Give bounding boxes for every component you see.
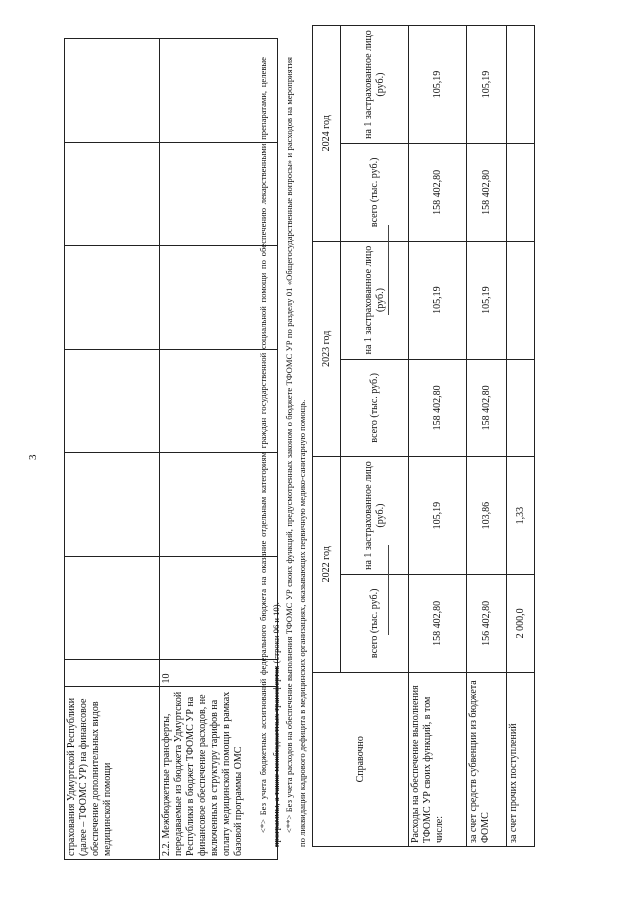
col-per-person-2023: на 1 застрахованное лицо (руб.) xyxy=(341,241,409,359)
reference-table xyxy=(312,25,535,847)
col-per-person-2022: на 1 застрахованное лицо (руб.) xyxy=(341,457,409,575)
separator-line xyxy=(388,225,389,315)
col-total-2024: всего (тыс. руб.) xyxy=(341,144,409,241)
footnotes xyxy=(257,57,309,847)
cell-value: 105,19 xyxy=(467,241,507,359)
top-row2-number: 10 xyxy=(160,660,278,687)
row-label: за счет средств субвенции из бюджета ФОМС xyxy=(467,672,507,846)
cell-value: 158 402,80 xyxy=(409,144,467,241)
top-row1-label: страхования Удмуртской Республики (далее – ТФОМС УР) на финансовое обеспечение дополнительных видов медицинской помощи xyxy=(65,687,160,860)
cell-value xyxy=(507,359,535,456)
ref-header: Справочно xyxy=(313,672,409,846)
col-total-2023: всего (тыс. руб.) xyxy=(341,359,409,456)
cell-value: 105,19 xyxy=(409,457,467,575)
footnote-1: <*> Без учета бюджетных ассигнований федерального бюджета на оказание отдельным категориям граждан государственной социальной помощи по обеспечению лекарственными препаратами, целевые программы, а также межбюджетных трансфертов (строки 06 и 10). xyxy=(258,57,281,847)
cell-value: 2 000,0 xyxy=(507,575,535,672)
table-row xyxy=(409,26,467,847)
page-number: 3 xyxy=(27,454,39,460)
top-table xyxy=(64,38,278,860)
cell-value: 158 402,80 xyxy=(409,575,467,672)
row-label: Расходы на обеспечение выполнения ТФОМС УР своих функций, в том числе: xyxy=(409,672,467,846)
cell-value: 156 402,80 xyxy=(467,575,507,672)
cell-value xyxy=(507,144,535,241)
table-row xyxy=(507,26,535,847)
table-row xyxy=(467,26,507,847)
cell-value: 105,19 xyxy=(409,241,467,359)
cell-value: 105,19 xyxy=(409,26,467,144)
cell-value xyxy=(507,241,535,359)
year-2024: 2024 год xyxy=(313,26,341,242)
year-2022: 2022 год xyxy=(313,457,341,673)
cell-value: 158 402,80 xyxy=(467,359,507,456)
cell-value: 105,19 xyxy=(467,26,507,144)
cell-value xyxy=(507,26,535,144)
cell-value: 158 402,80 xyxy=(467,144,507,241)
separator-line xyxy=(388,545,389,635)
row-label: за счет прочих поступлений xyxy=(507,672,535,846)
col-per-person-2024: на 1 застрахованное лицо (руб.) xyxy=(341,26,409,144)
footnote-2: <**> Без учета расходов на обеспечение выполнения ТФОМС УР своих функций, предусмотренных законом о бюджете ТФОМС УР по разделу 01 «Общегосударственные вопросы» и расходов на мероприятия по ликвидации кадрового дефицита в медицинских организациях, оказывающих первичную медико-санитарную помощь. xyxy=(284,57,307,847)
year-2023: 2023 год xyxy=(313,241,341,457)
top-row1-number xyxy=(65,660,160,687)
cell-value: 158 402,80 xyxy=(409,359,467,456)
cell-value: 103,86 xyxy=(467,457,507,575)
cell-value: 1,33 xyxy=(507,457,535,575)
col-total-2022: всего (тыс. руб.) xyxy=(341,575,409,672)
top-row2-label: 2.2. Межбюджетные трансферты, передаваемые из бюджета Удмуртской Республики в бюджет ТФОМС УР на финансовое обеспечение расходов, не включенных в структуру тарифов на оплату медицинской помощи в рамках базовой программы ОМС xyxy=(160,687,278,860)
